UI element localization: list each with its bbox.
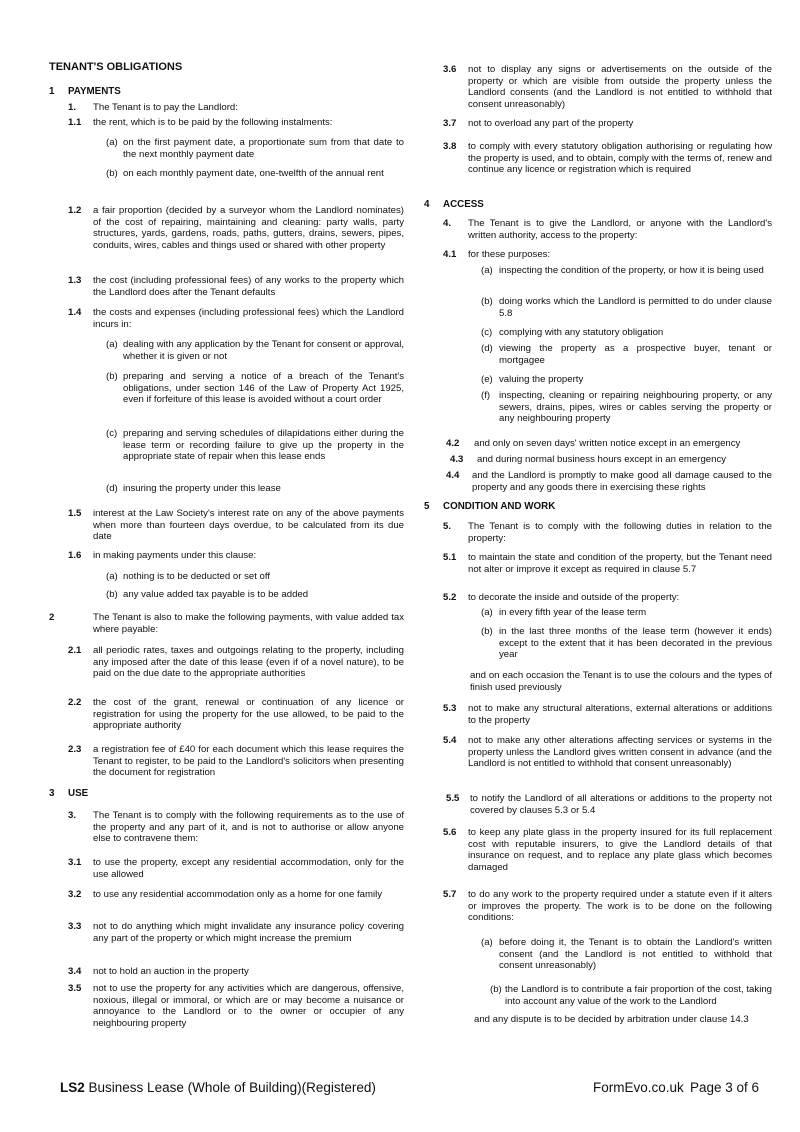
clause-number: 5.5 [446,793,460,804]
clause-text: The Tenant is to comply with the following requirements as to the use of the property and any part of it, and is not to authorise or allow anyone else to contravene them: [93,810,404,845]
clause-text: to maintain the state and condition of the property, but the Tenant need not alter or improve it except as required in clause 5.7 [468,552,772,575]
clause-text: not to make any other alterations affecting services or systems in the property unless the Landlord gives written consent in advance (and the Landlord is not entitled to withhold that consent unreasonably) [468,735,772,770]
clause-number: (b) [481,626,493,637]
clause-text: on the first payment date, a proportionate sum from that date to the next monthly payment date [123,137,404,160]
footer-site: FormEvo.co.uk [593,1080,684,1095]
clause-text: The Tenant is to pay the Landlord: [93,102,238,113]
clause-number: 2.3 [68,744,82,755]
clause-number: 1.5 [68,508,82,519]
clause-number: (b) [106,371,118,382]
clause-number: 1 [49,86,55,97]
clause-text: and during normal business hours except in an emergency [477,454,727,465]
clause-number: 2 [49,612,55,623]
clause-text: the Landlord is to contribute a fair proportion of the cost, taking into account any value of the work to the Landlord [505,984,772,1007]
footer-doc-title: Business Lease (Whole of Building)(Registered) [88,1080,376,1095]
clause-number: 3.5 [68,983,82,994]
clause-number: 4.3 [450,454,464,465]
clause-text: to comply with every statutory obligation authorising or regulating how the property is used, and to obtain, comply with the terms of, renew and continue any licence or registration which is required [468,141,772,176]
clause-number: 1. [68,102,77,113]
clause-number: 1.2 [68,205,82,216]
clause-number: 5.2 [443,592,457,603]
clause-text: on each monthly payment date, one-twelfth of the annual rent [123,168,384,179]
clause-text: to decorate the inside and outside of the property: [468,592,680,603]
clause-number: 4.2 [446,438,460,449]
clause-text: the costs and expenses (including professional fees) which the Landlord incurs in: [93,307,404,330]
clause-text: to do any work to the property required under a statute even if it alters or improves the property. The work is to be done on the following conditions: [468,889,772,924]
clause-text: and on each occasion the Tenant is to use the colours and the types of finish used previously [470,670,772,693]
clause-number: (b) [106,589,118,600]
clause-number: 1.4 [68,307,82,318]
clause-text: in making payments under this clause: [93,550,257,561]
clause-number: (c) [481,327,493,338]
clause-number: (f) [481,390,491,401]
clause-text: not to display any signs or advertisements on the outside of the property or which are visible from outside the property unless the Landlord consents (and the Landlord is not entitled to withhold that consent unreasonably) [468,64,772,110]
clause-text: to use the property, except any residential accommodation, only for the use allowed [93,857,404,880]
clause-number: 5.7 [443,889,457,900]
section-title: USE [68,788,89,799]
clause-number: 4.4 [446,470,460,481]
clause-number: 5. [443,521,452,532]
clause-number: 3. [68,810,77,821]
clause-text: interest at the Law Society's interest rate on any of the above payments when more than fourteen days overdue, to be calculated from its due date [93,508,404,543]
clause-text: and any dispute is to be decided by arbitration under clause 14.3 [474,1014,749,1025]
clause-number: 4 [424,199,430,210]
clause-text: the cost (including professional fees) of any works to the property which the Landlord does after the Tenant defaults [93,275,404,298]
clause-text: the cost of the grant, renewal or continuation of any licence or registration for using the property for the use allowed, to be paid to the appropriate authority [93,697,404,732]
clause-text: not to hold an auction in the property [93,966,249,977]
section-title: CONDITION AND WORK [443,501,556,512]
clause-number: (b) [481,296,493,307]
clause-text: in the last three months of the lease term (however it ends) except to the extent that it has been decorated in the previous year [499,626,772,661]
clause-number: 3.1 [68,857,82,868]
clause-number: 5.1 [443,552,457,563]
clause-text: complying with any statutory obligation [499,327,664,338]
page-title: TENANT'S OBLIGATIONS [49,61,183,73]
section-title: PAYMENTS [68,86,121,97]
clause-text: inspecting, cleaning or repairing neighbouring property, or any sewers, drains, pipes, wires or cables serving the property or any neighbouring property [499,390,772,425]
clause-number: (a) [106,339,118,350]
clause-text: preparing and serving a notice of a breach of the Tenant's obligations, under section 146 of the Law of Property Act 1925, even if forfeiture of this lease is avoided without a court order [123,371,404,406]
clause-number: (a) [481,937,493,948]
clause-number: 1.1 [68,117,82,128]
clause-number: (b) [490,984,502,995]
clause-number: (a) [481,265,493,276]
clause-number: 4. [443,218,452,229]
clause-number: (a) [106,571,118,582]
clause-text: for these purposes: [468,249,551,260]
clause-text: valuing the property [499,374,584,385]
clause-text: and only on seven days' written notice except in an emergency [474,438,741,449]
clause-number: 4.1 [443,249,457,260]
clause-text: a fair proportion (decided by a surveyor whom the Landlord nominates) of the cost of repairing, maintaining and cleaning: party walls, party structures, yards, gardens, roads, paths, gutters, drains, sewers, pipes, conduits, wires, cables and things used or shared with other property [93,205,404,251]
clause-number: 3.8 [443,141,457,152]
clause-text: nothing is to be deducted or set off [123,571,271,582]
clause-number: 2.2 [68,697,82,708]
clause-text: in every fifth year of the lease term [499,607,647,618]
footer-code: LS2 [60,1080,85,1095]
clause-text: not to overload any part of the property [468,118,634,129]
clause-number: (b) [106,168,118,179]
clause-text: any value added tax payable is to be added [123,589,309,600]
clause-text: to notify the Landlord of all alterations or additions to the property not covered by clauses 5.3 or 5.4 [470,793,772,816]
footer-page-number: Page 3 of 6 [690,1080,760,1095]
clause-number: 3.7 [443,118,457,129]
clause-number: 3.3 [68,921,82,932]
clause-text: The Tenant is to give the Landlord, or anyone with the Landlord's written authority, access to the property: [468,218,772,241]
clause-number: (e) [481,374,493,385]
clause-number: 1.6 [68,550,82,561]
clause-text: a registration fee of £40 for each document which this lease requires the Tenant to register, to be paid to the Landlord's solicitors when presenting the document for registration [93,744,404,779]
clause-text: to keep any plate glass in the property insured for its full replacement cost with reputable insurers, to give the Landlord details of that insurance on request, and to replace any plate glass which becomes damaged [468,827,772,873]
clause-text: and the Landlord is promptly to make good all damage caused to the property and any goods there in exercising these rights [472,470,772,493]
clause-text: doing works which the Landlord is permitted to do under clause 5.8 [499,296,772,319]
clause-number: 3.4 [68,966,82,977]
clause-text: insuring the property under this lease [123,483,281,494]
clause-text: to use any residential accommodation only as a home for one family [93,889,383,900]
clause-number: 1.3 [68,275,82,286]
clause-number: 3.6 [443,64,457,75]
clause-number: (c) [106,428,118,439]
clause-text: inspecting the condition of the property, or how it is being used [499,265,764,276]
clause-number: 5.6 [443,827,457,838]
clause-text: dealing with any application by the Tenant for consent or approval, whether it is given or not [123,339,404,362]
section-title: ACCESS [443,199,484,210]
clause-text: before doing it, the Tenant is to obtain the Landlord's written consent (and the Landlord is not entitled to withhold that consent unreasonably) [499,937,772,972]
clause-number: 2.1 [68,645,82,656]
clause-text: preparing and serving schedules of dilapidations either during the lease term or recording failure to give up the property in the appropriate state of repair when this lease ends [123,428,404,463]
clause-text: The Tenant is to comply with the following duties in relation to the property: [468,521,772,544]
clause-number: (a) [481,607,493,618]
clause-number: (d) [481,343,493,354]
clause-number: 3 [49,788,55,799]
clause-text: all periodic rates, taxes and outgoings relating to the property, including any imposed after the date of this lease (even if of a novel nature), to be paid on the due date to the appropriate authorities [93,645,404,680]
clause-text: the rent, which is to be paid by the following instalments: [93,117,333,128]
clause-number: (d) [106,483,118,494]
clause-number: 3.2 [68,889,82,900]
clause-number: 5.4 [443,735,457,746]
clause-text: viewing the property as a prospective buyer, tenant or mortgagee [499,343,772,366]
footer-doc-label [60,1080,376,1095]
clause-number: 5 [424,501,430,512]
clause-number: 5.3 [443,703,457,714]
clause-text: not to use the property for any activities which are dangerous, offensive, noxious, illegal or immoral, or which are or may become a nuisance or annoyance to the Landlord or to the owner or occupier of any neighbouring property [93,983,404,1029]
clause-text: not to make any structural alterations, external alterations or additions to the property [468,703,772,726]
clause-text: The Tenant is also to make the following payments, with value added tax where payable: [93,612,404,635]
clause-text: not to do anything which might invalidate any insurance policy covering any part of the property or which might increase the premium [93,921,404,944]
clause-number: (a) [106,137,118,148]
